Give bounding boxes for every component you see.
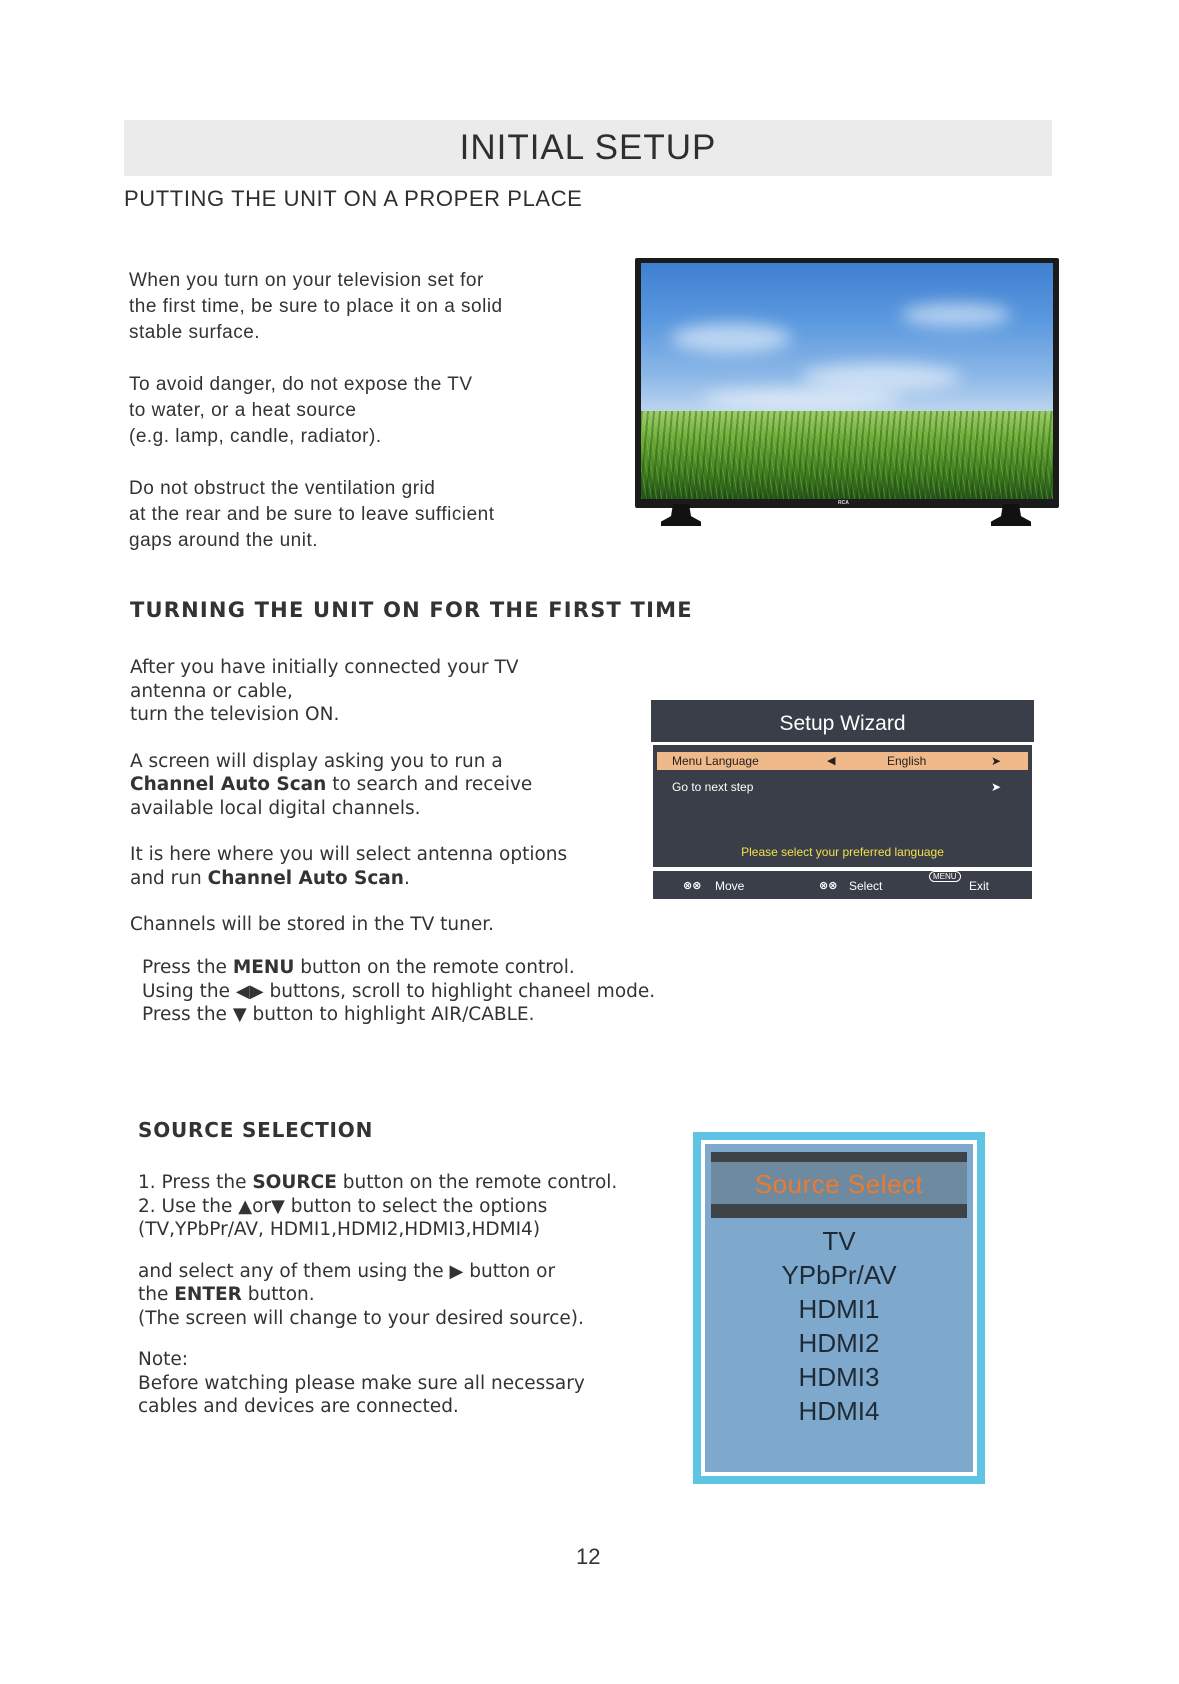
placement-text [129, 268, 609, 554]
text-span: or [252, 1195, 271, 1217]
source-text [138, 1171, 678, 1419]
section-heading-placement: PUTTING THE UNIT ON A PROPER PLACE [124, 186, 583, 211]
step-line [142, 1003, 702, 1027]
bold-term: ENTER [174, 1284, 242, 1305]
text-line [138, 1171, 678, 1195]
placement-line: gaps around the unit. [129, 530, 319, 551]
text-span: button on the remote control. [294, 957, 575, 978]
note-line: cables and devices are connected. [138, 1396, 459, 1417]
bold-term: SOURCE [252, 1172, 337, 1193]
left-right-arrows-icon: ◀▶ [235, 980, 264, 1002]
section-heading-source: SOURCE SELECTION [138, 1118, 374, 1142]
placement-line: To avoid danger, do not expose the TV [129, 374, 473, 395]
placement-line: Do not obstruct the ventilation grid [129, 478, 436, 499]
text-line [138, 1260, 678, 1284]
text-span: and select any of them using the [138, 1260, 450, 1282]
tv-stand-right [991, 504, 1031, 526]
text-span: button or [463, 1260, 556, 1282]
wizard-message: Please select your preferred language [741, 845, 944, 859]
text-line: available local digital channels. [130, 797, 421, 819]
bold-term: Channel Auto Scan [130, 774, 327, 795]
left-right-nav-icon: ⊗⊗ [819, 880, 838, 892]
text-span: Press the [142, 957, 233, 978]
source-options-list [705, 1224, 973, 1428]
note-line: Before watching please make sure all necessary [138, 1372, 585, 1394]
text-span: and run [130, 867, 208, 889]
up-down-nav-icon: ⊗⊗ [683, 880, 702, 892]
placement-line: stable surface. [129, 322, 261, 343]
section-heading-first-time: TURNING THE UNIT ON FOR THE FIRST TIME [130, 598, 693, 622]
source-option-hdmi1[interactable]: HDMI1 [798, 1294, 880, 1324]
source-select-title: Source Select [711, 1162, 967, 1204]
text-line: It is here where you will select antenna options [130, 844, 568, 865]
text-line [130, 867, 650, 891]
right-arrow-icon: ➤ [991, 754, 1002, 768]
text-line: turn the television ON. [130, 704, 340, 725]
text-span: button to highlight AIR/CABLE. [246, 1004, 535, 1025]
page-title: INITIAL SETUP [124, 120, 1052, 176]
placement-line: When you turn on your television set for [129, 270, 484, 291]
footer-move-label: Move [715, 879, 745, 893]
down-arrow-icon: ▼ [232, 1004, 247, 1025]
note-label: Note: [138, 1349, 189, 1370]
text-line: Channels will be stored in the TV tuner. [130, 914, 495, 935]
wizard-row-label: Go to next step [672, 780, 754, 794]
first-time-text [130, 656, 650, 937]
right-arrow-icon: ▶ [449, 1260, 464, 1282]
text-span: button on the remote control. [336, 1172, 618, 1193]
wizard-footer [653, 871, 1032, 899]
source-select-panel [701, 1140, 977, 1476]
placement-line: (e.g. lamp, candle, radiator). [129, 426, 382, 447]
first-time-steps [142, 956, 702, 1027]
text-span: Press the [142, 1004, 233, 1025]
text-span: buttons, scroll to highlight chaneel mode. [263, 980, 656, 1002]
wizard-row-label: Menu Language [672, 754, 759, 768]
tv-brand-logo: RCA [838, 500, 849, 506]
text-line [138, 1283, 678, 1307]
bold-term: MENU [232, 957, 295, 978]
placement-line: the first time, be sure to place it on a solid [129, 296, 503, 317]
placement-line: to water, or a heat source [129, 400, 357, 421]
text-span: 2. Use the [138, 1195, 239, 1217]
text-span: Using the [142, 980, 236, 1002]
text-line: (The screen will change to your desired source). [138, 1307, 584, 1329]
text-line: A screen will display asking you to run a [130, 750, 503, 772]
down-arrow-icon: ▼ [271, 1195, 285, 1217]
text-span: button to select the options [284, 1195, 548, 1217]
setup-wizard-screen [651, 700, 1034, 900]
tv-screen-image [641, 263, 1053, 499]
page-number: 12 [576, 1544, 601, 1569]
wizard-row-menu-language[interactable] [657, 752, 1028, 770]
text-span: 1. Press the [138, 1172, 253, 1193]
up-arrow-icon: ▲ [238, 1195, 253, 1217]
source-option-hdmi2[interactable]: HDMI2 [798, 1328, 880, 1358]
source-option-ypbpr-av[interactable]: YPbPr/AV [781, 1260, 897, 1290]
menu-key-label: MENU [929, 871, 961, 882]
wizard-row-next-step[interactable] [657, 778, 1028, 796]
text-line: After you have initially connected your TV [130, 657, 519, 678]
source-option-hdmi3[interactable]: HDMI3 [798, 1362, 880, 1392]
source-title-bar [711, 1152, 967, 1218]
text-line [138, 1195, 678, 1219]
text-span: to search and receive [326, 774, 533, 795]
tv-stand-left [661, 504, 701, 526]
wizard-title: Setup Wizard [651, 700, 1034, 742]
source-select-screen [693, 1132, 985, 1484]
text-span: . [403, 867, 410, 889]
tv-illustration [635, 258, 1059, 508]
source-option-hdmi4[interactable]: HDMI4 [798, 1396, 880, 1426]
footer-exit-label: Exit [969, 879, 990, 893]
footer-select-label: Select [849, 879, 883, 893]
text-line: antenna or cable, [130, 680, 293, 702]
wizard-row-value: English [887, 754, 927, 768]
source-option-tv[interactable]: TV [822, 1226, 856, 1256]
step-line [142, 980, 702, 1004]
placement-line: at the rear and be sure to leave sufficient [129, 504, 495, 525]
text-span: the [138, 1284, 175, 1305]
wizard-body [653, 745, 1032, 867]
text-span: button. [241, 1284, 315, 1305]
right-arrow-icon: ➤ [991, 780, 1002, 794]
step-line [142, 956, 702, 980]
bold-term: Channel Auto Scan [207, 867, 404, 889]
text-line [130, 773, 650, 797]
left-arrow-icon: ◀ [827, 755, 836, 767]
text-line: (TV,YPbPr/AV, HDMI1,HDMI2,HDMI3,HDMI4) [138, 1219, 541, 1240]
